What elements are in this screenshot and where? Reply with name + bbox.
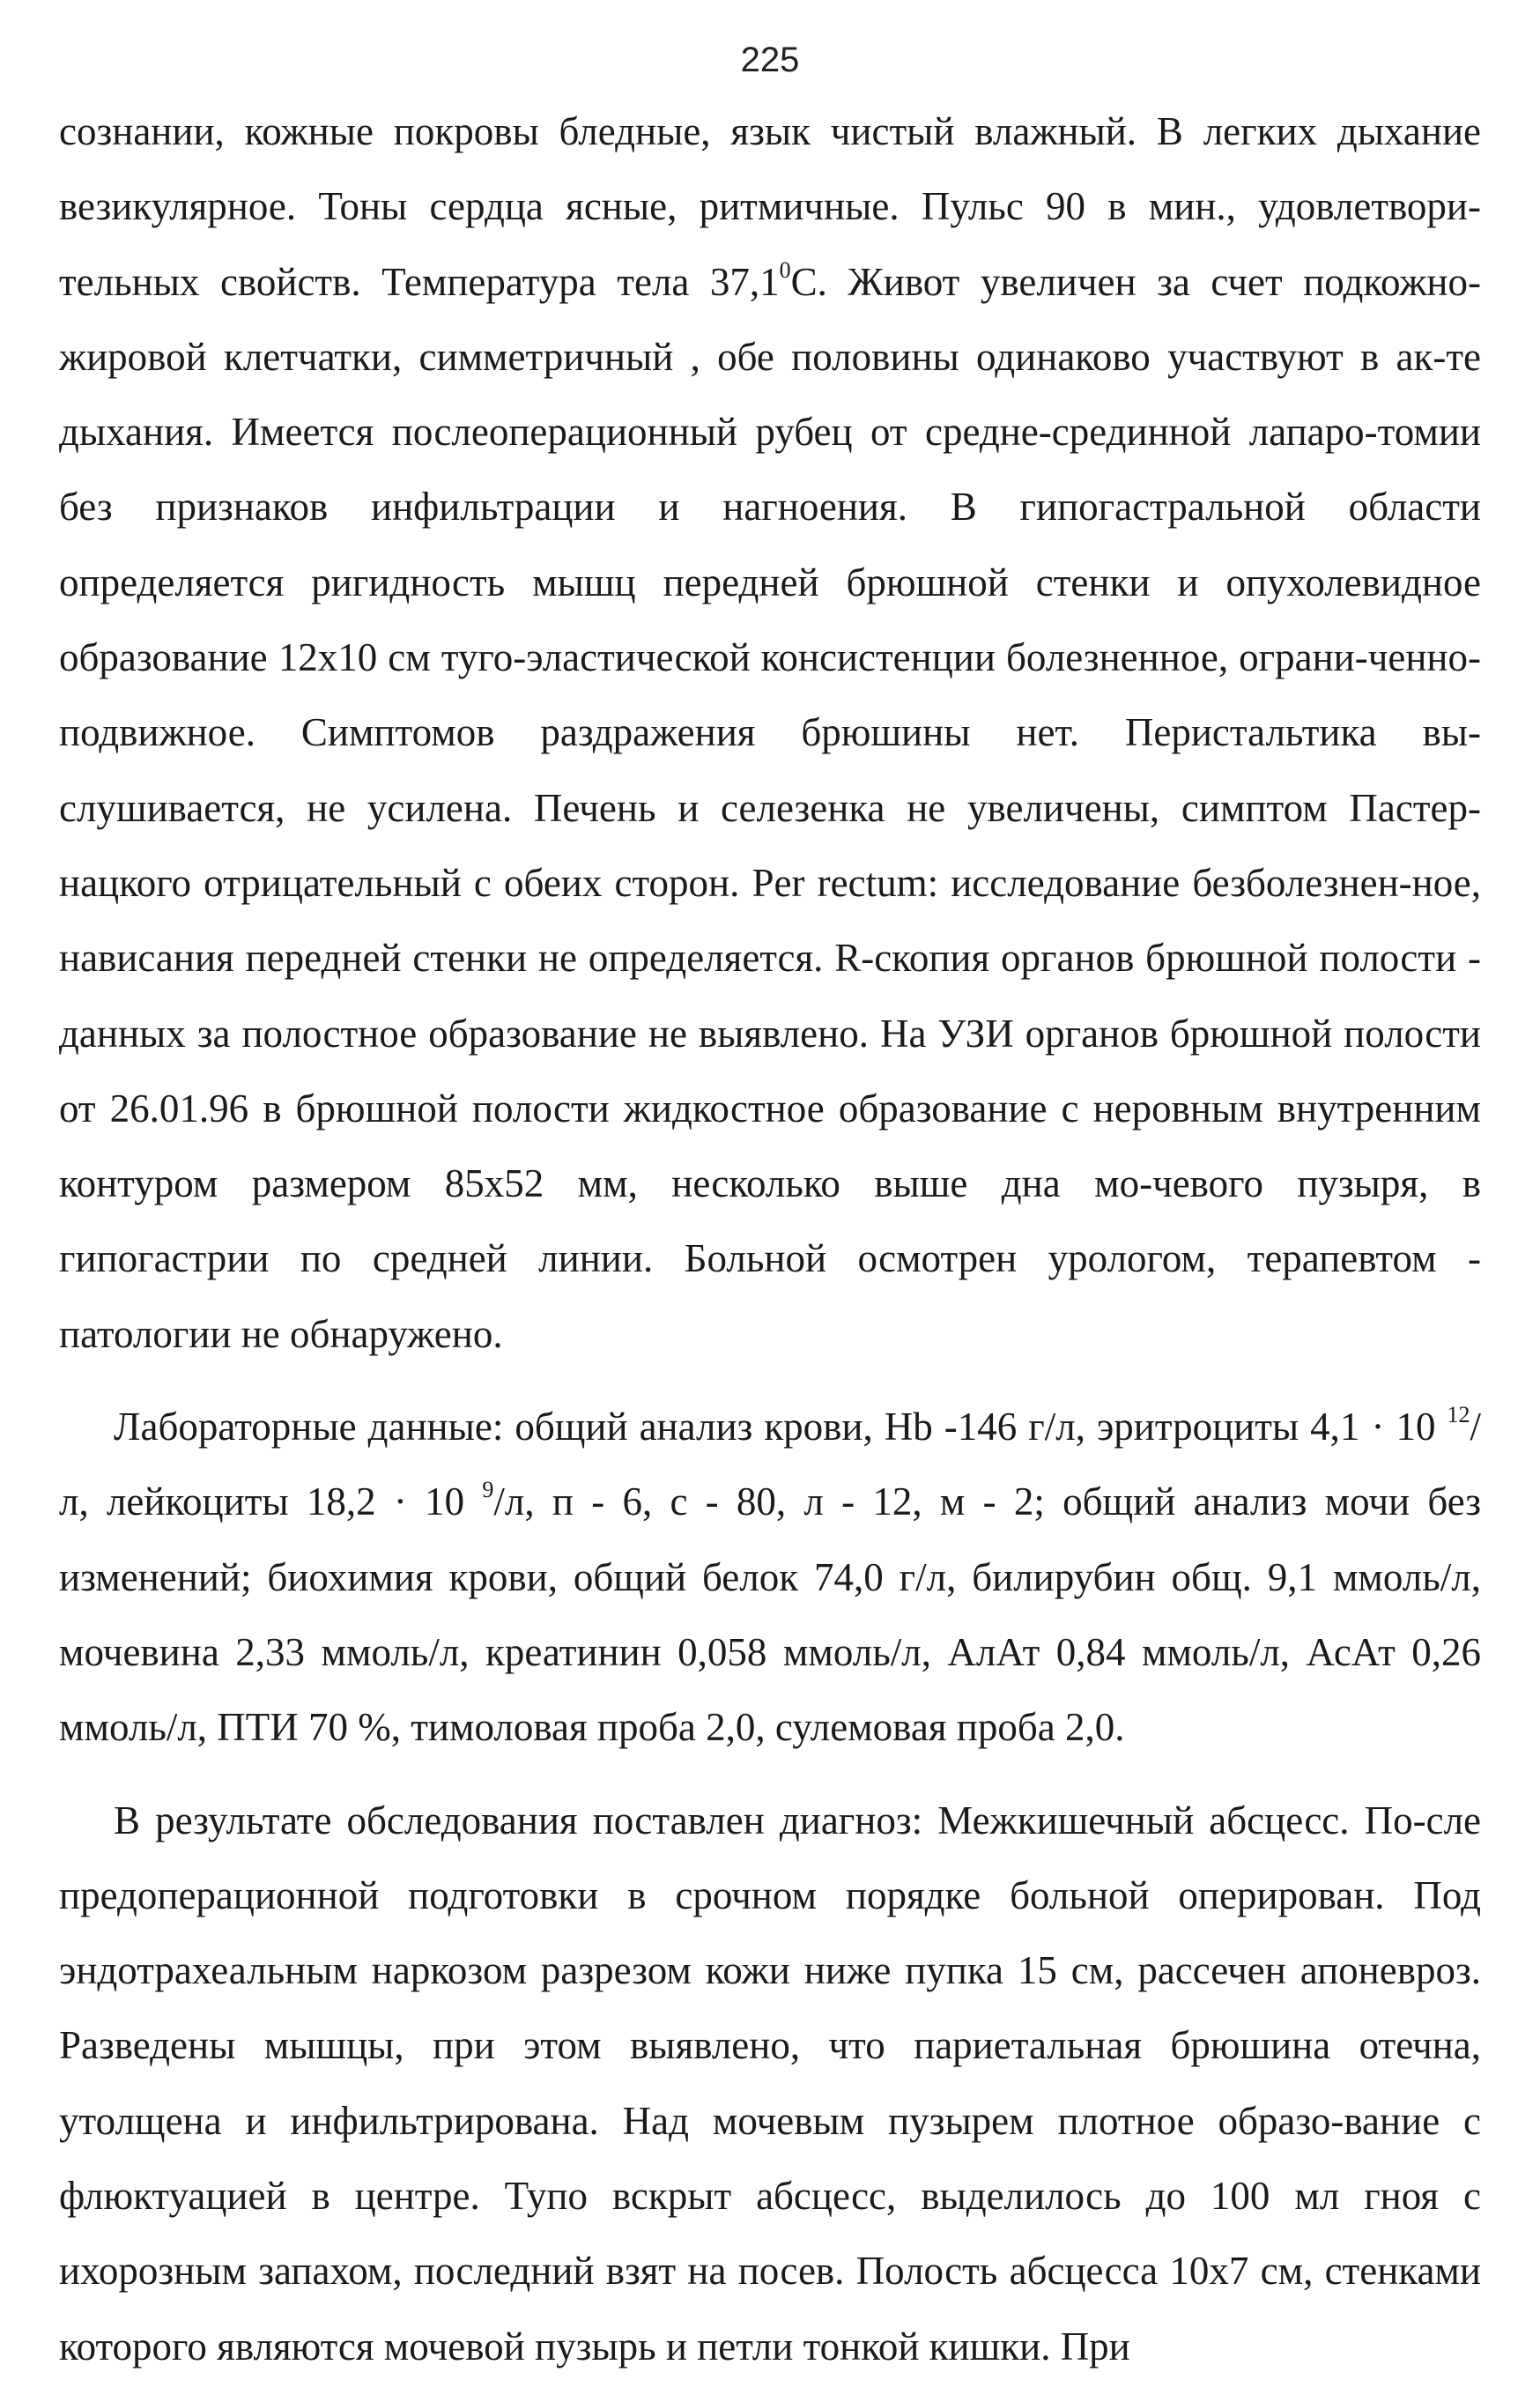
page-number: 225 — [740, 41, 800, 79]
text-segment: /л, п - 6, с - 80, л - 12, м - 2; общий анализ мочи без изменений; биохимия крови, общий белок 74,0 г/л, билирубин общ. 9,1 ммоль/л, мочевина 2,33 ммоль/л, креатинин 0,058 ммоль/л, АлАт 0,84 ммоль/л, АсАт 0,26 ммоль/л, ПТИ 70 %, тимоловая проба 2,0, сулемовая проба 2,0. — [59, 1479, 1481, 1750]
exponent-superscript: 9 — [482, 1477, 494, 1503]
paragraph-diagnosis — [59, 1783, 1481, 2384]
text-segment: сознании, кожные покровы бледные, язык чистый влажный. В легких дыхание везикулярное. Тоны сердца ясные, ритмичные. Пульс 90 в мин., удовлетвори-тельных свойств. Температура тела 37,1 — [59, 109, 1481, 304]
text-segment: Лабораторные данные: общий анализ крови, Hb -146 г/л, эритроциты 4,1 · 10 — [114, 1405, 1447, 1449]
degree-superscript: 0 — [779, 256, 791, 283]
paragraph-lab-data — [59, 1390, 1481, 1765]
page-body — [59, 94, 1481, 2402]
paragraph-examination — [59, 94, 1481, 1372]
text-segment: /л, лейкоциты 18,2 · 10 — [59, 1405, 1481, 1524]
exponent-superscript: 12 — [1447, 1402, 1470, 1428]
text-segment: В результате обследования поставлен диагноз: Межкишечный абсцесс. По-сле предоперационной подготовки в срочном порядке больной оперирован. Под эндотрахеальным наркозом разрезом кожи ниже пупка 15 см, рассечен апоневроз. Разведены мышцы, при этом выявлено, что париетальная брюшина отечна, утолщена и инфильтрирована. Над мочевым пузырем плотное образо-вание с флюктуацией в центре. Тупо вскрыт абсцесс, выделилось до 100 мл гноя с ихорозным запахом, последний взят на посев. Полость абсцесса 10х7 см, стенками которого являются мочевой пузырь и петли тонкой кишки. При — [59, 1798, 1481, 2369]
text-segment: С. Живот увеличен за счет подкожно-жировой клетчатки, симметричный , обе половины одинаково участвуют в ак-те дыхания. Имеется послеоперационный рубец от средне-срединной лапаро-томии без признаков инфильтрации и нагноения. В гипогастральной области определяется ригидность мышц передней брюшной стенки и опухолевидное образование 12х10 см туго-эластической консистенции болезненное, ограни-ченно-подвижное. Симптомов раздражения брюшины нет. Перистальтика вы-слушивается, не усилена. Печень и селезенка не увеличены, симптом Пастер-нацкого отрицательный с обеих сторон. Per rectum: исследование безболезнен-ное, нависания передней стенки не определяется. R-скопия органов брюшной полости - данных за полостное образование не выявлено. На УЗИ органов брюшной полости от 26.01.96 в брюшной полости жидкостное образование с неровным внутренним контуром размером 85х52 мм, несколько выше дна мо-чевого пузыря, в гипогастрии по средней линии. Больной осмотрен урологом, терапевтом - патологии не обнаружено. — [59, 259, 1482, 1356]
